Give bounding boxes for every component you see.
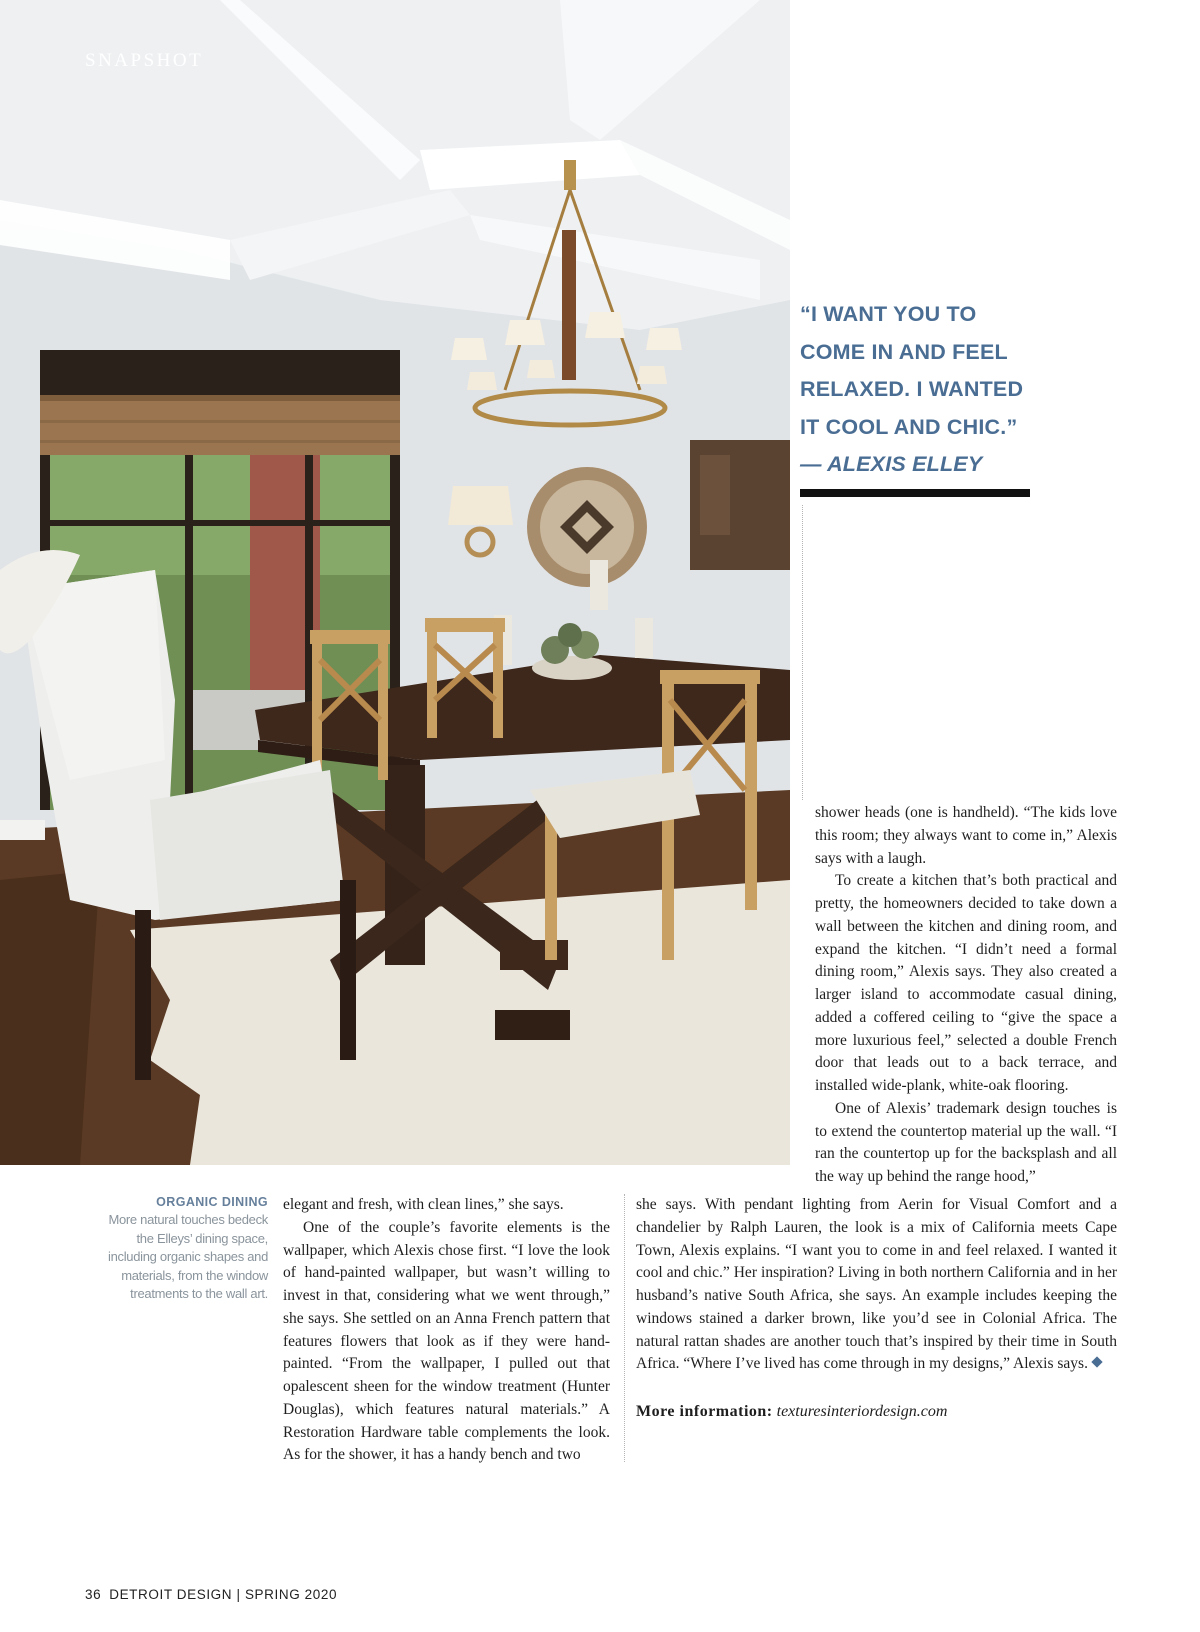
- publication-name: DETROIT DESIGN | SPRING 2020: [109, 1587, 338, 1602]
- pull-quote-attribution: — ALEXIS ELLEY: [800, 452, 983, 476]
- more-information: [636, 1403, 947, 1421]
- body-column-1: [283, 1194, 610, 1467]
- column-divider: [802, 505, 803, 800]
- dining-room-illustration: [0, 0, 790, 1165]
- body-paragraph: One of the couple’s favorite elements is the wallpaper, which Alexis chose first. “I love the look of hand-painted wallpaper, but wasn’t willing to invest in that, considering what we went through,” she says. She settled on an Anna French pattern that features flowers that look as if they were hand-painted. “From the wallpaper, I pulled out that opalescent sheen for the window treatment (Hunter Douglas), which features natural materials.” A Restoration Hardware table complements the look. As for the shower, it has a handy bench and two: [283, 1218, 610, 1464]
- more-info-link[interactable]: texturesinteriordesign.com: [776, 1403, 948, 1420]
- body-paragraph: One of Alexis’ trademark design touches is to extend the countertop material up the wall. “I ran the countertop up for the backsplash and all the way up behind the range hood,”: [815, 1099, 1117, 1185]
- body-paragraph: shower heads (one is handheld). “The kids love this room; they always want to come in,” Alexis says with a laugh.: [815, 804, 1117, 867]
- pull-quote-line: RELAXED. I WANTED: [800, 377, 1024, 401]
- page-folio: [85, 1587, 337, 1602]
- page-number: 36: [85, 1587, 102, 1602]
- section-label: SNAPSHOT: [85, 50, 204, 71]
- more-info-label: More information:: [636, 1403, 773, 1420]
- photo-caption: [96, 1194, 268, 1304]
- body-column-2-top: [815, 802, 1117, 1189]
- end-mark-icon: [1091, 1357, 1102, 1368]
- body-paragraph: [636, 1194, 1117, 1376]
- pull-quote-line: IT COOL AND CHIC.”: [800, 414, 1018, 439]
- column-divider: [624, 1194, 625, 1462]
- caption-body: More natural touches bedeck the Elleys’ dining space, including organic shapes and materials, from the window treatments to the wall art.: [108, 1212, 268, 1301]
- dining-room-photo: [0, 0, 790, 1165]
- body-paragraph-text: she says. With pendant lighting from Aerin for Visual Comfort and a chandelier by Ralph Lauren, the look is a mix of California meets Cape Town, Alexis explains. “I want you to come in and feel relaxed. I wanted it cool and chic.” Her inspiration? Living in both northern California and in her husband’s native South Africa, she says. An example includes keeping the windows stained a darker brown, like you’d see in Colonial Africa. The natural rattan shades are another touch that’s inspired by their time in South Africa. “Where I’ve lived has come through in my designs,” Alexis says.: [636, 1196, 1117, 1373]
- pull-quote-line: COME IN AND FEEL: [800, 339, 1008, 364]
- pull-quote-rule: [800, 489, 1030, 497]
- caption-title: ORGANIC DINING: [156, 1195, 268, 1209]
- pull-quote: [800, 296, 1040, 484]
- pull-quote-line: “I WANT YOU TO: [800, 302, 977, 326]
- body-column-2-bottom: [636, 1194, 1117, 1376]
- body-paragraph: To create a kitchen that’s both practical and pretty, the homeowners decided to take down a wall between the kitchen and dining room, and expand the kitchen. “I didn’t need a formal dining room,” Alexis says. They also created a larger island to accommodate casual dining, added a coffered ceiling to “give the space a more luxurious feel,” selected a double French door that leads out to a back terrace, and installed wide-plank, white-oak flooring.: [815, 872, 1117, 1094]
- body-paragraph: elegant and fresh, with clean lines,” she says.: [283, 1196, 564, 1213]
